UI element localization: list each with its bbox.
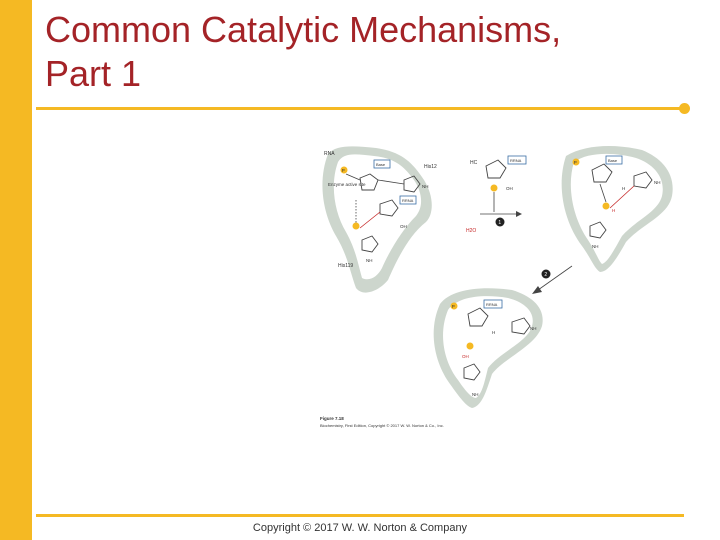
- figure-credit: Biochemistry, First Edition, Copyright © 2017 W. W. Norton & Co., Inc.: [320, 423, 444, 428]
- label-nh-d2: NH: [472, 392, 479, 397]
- copyright-notice: Copyright © 2017 W. W. Norton & Company: [252, 522, 468, 534]
- label-nh-d: NH: [530, 326, 537, 331]
- label-p-a: P: [341, 168, 345, 173]
- label-step1: 1: [498, 220, 502, 226]
- footer-divider: [36, 514, 684, 517]
- label-base-a: Base: [376, 162, 386, 167]
- label-rrna-a: RRNA: [402, 198, 414, 203]
- title-divider-dot: [679, 103, 690, 114]
- catalytic-mechanism-figure: [316, 140, 712, 432]
- label-nh-c2: NH: [592, 244, 599, 249]
- label-oh-mid: OH: [506, 186, 513, 191]
- label-his12: His12: [424, 164, 437, 170]
- label-nh-a2: NH: [366, 258, 373, 263]
- figure-number: Figure 7.18: [320, 416, 344, 421]
- label-h-d: H: [492, 330, 496, 335]
- slide-title-line1: Common Catalytic Mechanisms,: [45, 9, 562, 50]
- label-nh-a: NH: [422, 184, 429, 189]
- title-divider: [36, 107, 684, 110]
- label-rrna-d: RRNA: [486, 302, 498, 307]
- label-p-c: P: [573, 160, 577, 165]
- slide-title-line2: Part 1: [45, 53, 142, 94]
- label-h-c2: H: [612, 208, 616, 213]
- oxygen-atom: [353, 223, 360, 230]
- label-his119: His119: [338, 263, 354, 269]
- label-p-d: P: [451, 304, 455, 309]
- slide-title: [45, 8, 705, 96]
- label-nh-c: NH: [654, 180, 661, 185]
- label-base-c: Base: [608, 158, 618, 163]
- label-oh-d: OH: [462, 354, 469, 359]
- left-accent-bar: [0, 0, 32, 540]
- label-hc: HC: [470, 160, 478, 166]
- label-rna: RNA: [324, 151, 335, 157]
- label-enzyme-active-site: Enzyme active site: [328, 182, 366, 187]
- label-h2o: H2O: [466, 228, 477, 234]
- label-h-c: H: [622, 186, 626, 191]
- label-step2: 2: [544, 272, 548, 278]
- label-rrna-mid: RRNA: [510, 158, 522, 163]
- label-oh-a: OH: [400, 224, 407, 229]
